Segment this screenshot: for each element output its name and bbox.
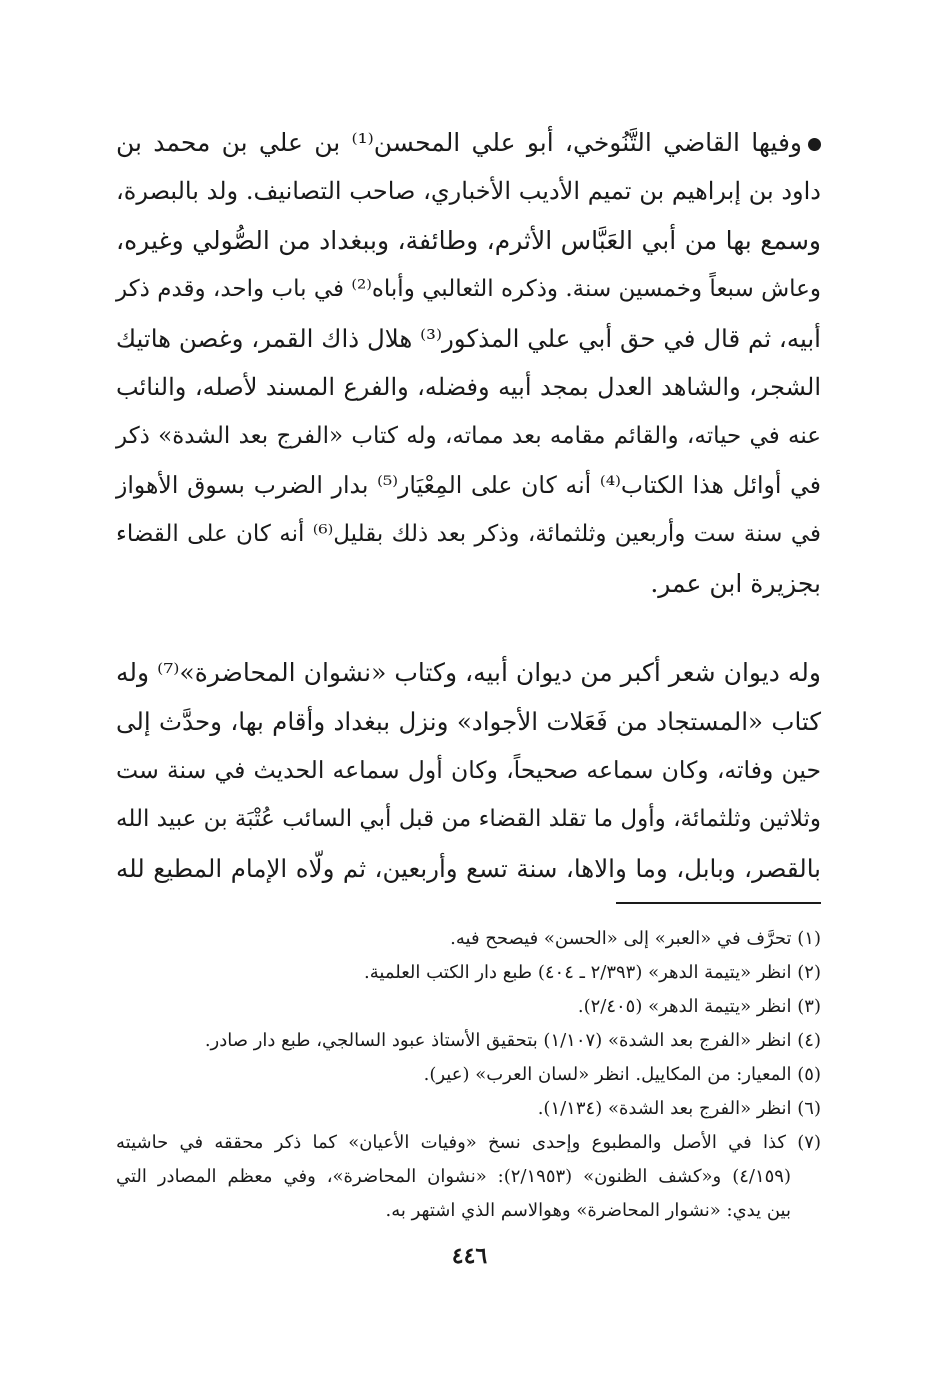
text-line: حين وفاته، وكان سماعه صحيحاً، وكان أول سماعه الحديث في سنة ست	[116, 756, 821, 784]
text-line: وثلاثين وثلثمائة، وأول ما تقلد القضاء من قبل أبي السائب عُتْبَة بن عبيد الله	[116, 806, 822, 832]
text-line: وله ديوان شعر أكبر من ديوان أبيه، وكتاب «نشوان المحاضرة»⁽⁷⁾ وله	[116, 658, 821, 687]
text-line: كتاب «المستجاد من فَعَلات الأجواد» ونزل ببغداد وأقام بها، وحدَّث إلى	[116, 707, 821, 736]
text-line	[116, 118, 821, 167]
footnote-separator	[616, 902, 821, 904]
footnote: (٢) انظر «يتيمة الدهر» (٢/٣٩٣ ـ ٤٠٤) طبع دار الكتب العلمية.	[364, 962, 821, 983]
text-line: في سنة ست وأربعين وثلثمائة، وذكر بعد ذلك بقليل⁽⁶⁾ أنه كان على القضاء	[116, 521, 821, 547]
text-line: وسمع بها من أبي العَبَّاس الأثرم، وطائفة، وببغداد من الصُّولي وغيره،	[116, 226, 821, 255]
footnote-continuation: بين يدي: «نشوار المحاضرة» وهوالاسم الذي اشتهر به.	[385, 1200, 791, 1221]
text-line: وعاش سبعاً وخمسين سنة. وذكره الثعالبي وأباه⁽²⁾ في باب واحد، وقدم ذكر	[116, 276, 821, 302]
footnote: (٦) انظر «الفرج بعد الشدة» (١/١٣٤).	[537, 1098, 821, 1119]
footnote: (٣) انظر «يتيمة الدهر» (٢/٤٠٥).	[577, 996, 821, 1017]
footnote: (٤) انظر «الفرج بعد الشدة» (١/١٠٧) بتحقيق الأستاذ عبود السالجي، طبع دار صادر.	[204, 1030, 821, 1051]
paragraph-1	[116, 118, 821, 608]
footnote-continuation: (٤/١٥٩) و«كشف الظنون» (٢/١٩٥٣): «نشوان المحاضرة»، وفي معظم المصادر التي	[116, 1166, 791, 1187]
text-line-content: وفيها القاضي التَّنُوخي، أبو علي المحسن⁽¹⁾ بن علي بن محمد بن	[116, 128, 802, 157]
page-number: ٤٤٦	[451, 1243, 488, 1269]
paragraph-gap	[116, 608, 821, 648]
text-line: بالقصر، وبابل، وما والاها، سنة تسع وأربعين، ثم ولّاه الإمام المطيع لله	[116, 854, 821, 883]
footnote: (٥) المعيار: من المكاييل. انظر «لسان العرب» (عير).	[423, 1064, 821, 1085]
footnote: (١) تحرَّف في «العبر» إلى «الحسن» فيصحح فيه.	[450, 928, 821, 949]
bullet-icon	[808, 138, 821, 151]
main-text	[116, 118, 821, 893]
footnote: (٧) كذا في الأصل والمطبوع وإحدى نسخ «وفيات الأعيان» كما ذكر محققه في حاشيته	[116, 1132, 821, 1153]
text-line: عنه في حياته، والقائم مقامه بعد مماته، وله كتاب «الفرج بعد الشدة» ذكر	[116, 423, 821, 449]
text-line: الشجر، والشاهد العدل بمجد أبيه وفضله، والفرع المسند لأصله، والنائب	[116, 373, 821, 401]
text-line: بجزيرة ابن عمر.	[650, 569, 821, 598]
paragraph-2	[116, 648, 821, 893]
text-line: أبيه، ثم قال في حق أبي علي المذكور⁽³⁾ هلال ذاك القمر، وغصن هاتيك	[115, 324, 821, 353]
text-line: داود بن إبراهيم بن تميم الأديب الأخباري، صاحب التصانيف. ولد بالبصرة،	[116, 177, 821, 205]
text-line: في أوائل هذا الكتاب⁽⁴⁾ أنه كان على المِعْيَار⁽⁵⁾ بدار الضرب بسوق الأهواز	[116, 471, 821, 499]
footnotes	[116, 922, 821, 1228]
